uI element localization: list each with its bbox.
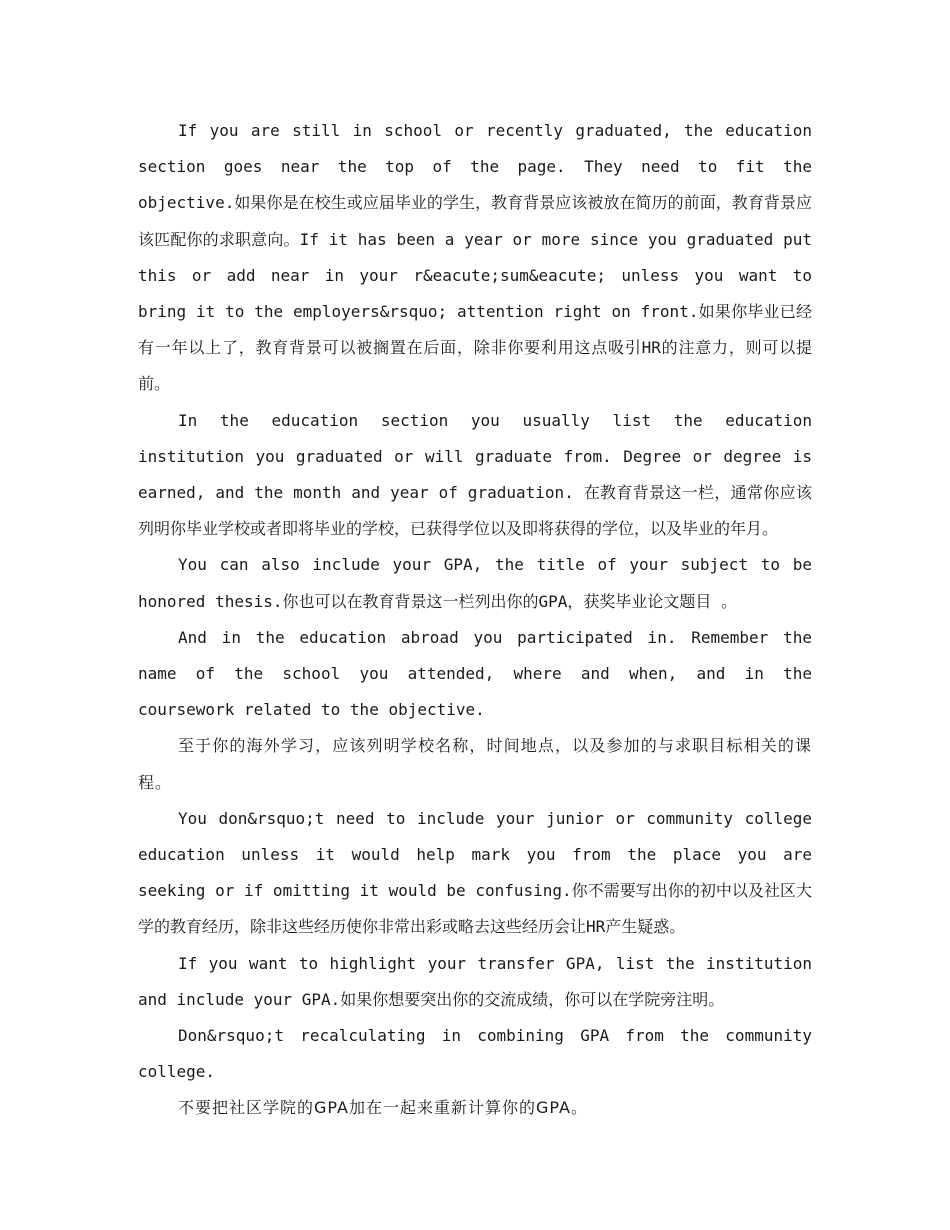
paragraph-recalculating-gpa: Don&rsquo;t recalculating in combining GPA from the community college. (138, 1026, 812, 1082)
paragraph-education-abroad: And in the education abroad you participated in. Remember the name of the school you attended, where and when, and in the coursework related to the objective. (138, 627, 812, 720)
paragraph-education-abroad-cn: 至于你的海外学习，应该列明学校名称，时间地点，以及参加的与求职目标相关的课程。 (138, 736, 812, 792)
paragraph-education-placement: If you are still in school or recently graduated, the education section goes near the top of the page. They need to fit the objective.如果你是在校生或应届毕业的学生，教育背景应该被放在简历的前面，教育背景应该匹配你的求职意向。If it has been a year or more since you graduated put this or add near in your r&eacute;sum&eacute; unless you want to bring it to the employers&rsquo; attention right on front.如果你毕业已经有一年以上了，教育背景可以被搁置在后面，除非你要利用这点吸引HR的注意力，则可以提前。 (138, 121, 812, 394)
paragraph-recalculating-gpa-cn: 不要把社区学院的GPA加在一起来重新计算你的GPA。 (178, 1098, 588, 1118)
paragraph-transfer-gpa: If you want to highlight your transfer GPA, list the institution and include your GPA.如果你想要突出你的交流成绩，你可以在学院旁注明。 (138, 953, 812, 1009)
paragraph-gpa-thesis: You can also include your GPA, the title of your subject to be honored thesis.你也可以在教育背景这一栏列出你的GPA，获奖毕业论文题目 。 (138, 555, 812, 611)
document-body (138, 113, 812, 1127)
paragraph-community-college: You don&rsquo;t need to include your junior or community college education unless it would help mark you from the place you are seeking or if omitting it would be confusing.你不需要写出你的初中以及社区大学的教育经历，除非这些经历使你非常出彩或略去这些经历会让HR产生疑惑。 (138, 808, 812, 937)
paragraph-education-section-contents: In the education section you usually list the education institution you graduated or will graduate from. Degree or degree is earned, and the month and year of graduation. 在教育背景这一栏，通常你应该列明你毕业学校或者即将毕业的学校，已获得学位以及即将获得的学位，以及毕业的年月。 (138, 410, 812, 539)
